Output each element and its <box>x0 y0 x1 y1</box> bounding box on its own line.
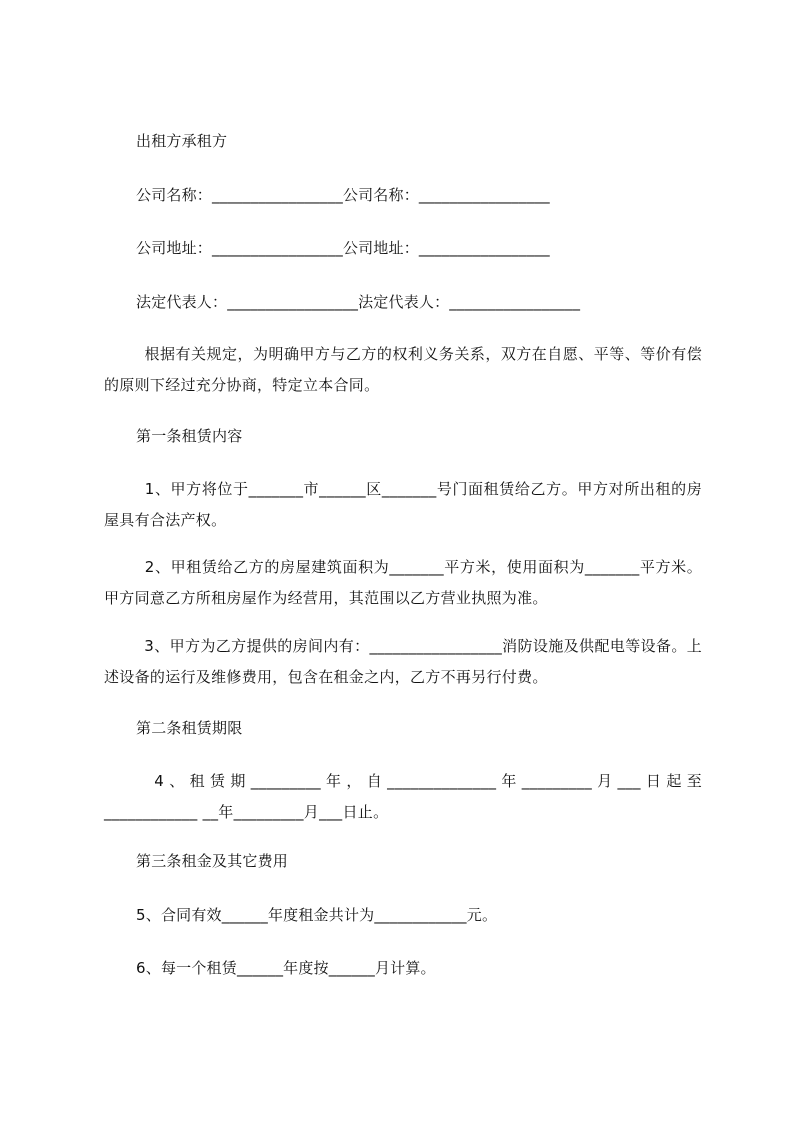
article-1-heading: 第一条租赁内容 <box>136 427 243 445</box>
clause-6-line: 6、每一个租赁______年度按______月计算。 <box>136 959 436 977</box>
clause-1-text: 1、甲方将位于_______市______区_______号门面租赁给乙方。甲方对所出租的房屋具有合法产权。 <box>104 480 702 529</box>
clause-2-paragraph <box>104 552 702 614</box>
article-2-heading: 第二条租赁期限 <box>136 719 243 737</box>
clause-5-line: 5、合同有效______年度租金共计为____________元。 <box>136 906 498 924</box>
clause-4-paragraph <box>104 766 702 828</box>
parties-heading: 出租方承租方 <box>136 132 228 150</box>
clause-3-paragraph <box>104 631 702 693</box>
clause-3-text: 3、甲方为乙方提供的房间内有：_________________消防设施及供配电等设备。上述设备的运行及维修费用，包含在租金之内，乙方不再另行付费。 <box>104 637 703 686</box>
legal-representative-line: 法定代表人：_________________法定代表人：_________________ <box>136 293 581 311</box>
company-name-line: 公司名称：_________________公司名称：_________________ <box>136 186 550 204</box>
clause-2-text: 2、甲租赁给乙方的房屋建筑面积为_______平方米，使用面积为_______平方米。甲方同意乙方所租房屋作为经营用，其范围以乙方营业执照为准。 <box>104 558 702 607</box>
preamble-paragraph <box>104 339 702 401</box>
company-address-line: 公司地址：_________________公司地址：_________________ <box>136 239 550 257</box>
clause-4-text: 4、租赁期_________年，自______________年_________月___日起至____________ __年_________月___日止。 <box>104 772 702 821</box>
preamble-text: 根据有关规定，为明确甲方与乙方的权利义务关系，双方在自愿、平等、等价有偿的原则下经过充分协商，特定立本合同。 <box>104 345 703 394</box>
clause-1-paragraph <box>104 474 702 536</box>
article-3-heading: 第三条租金及其它费用 <box>136 852 289 870</box>
